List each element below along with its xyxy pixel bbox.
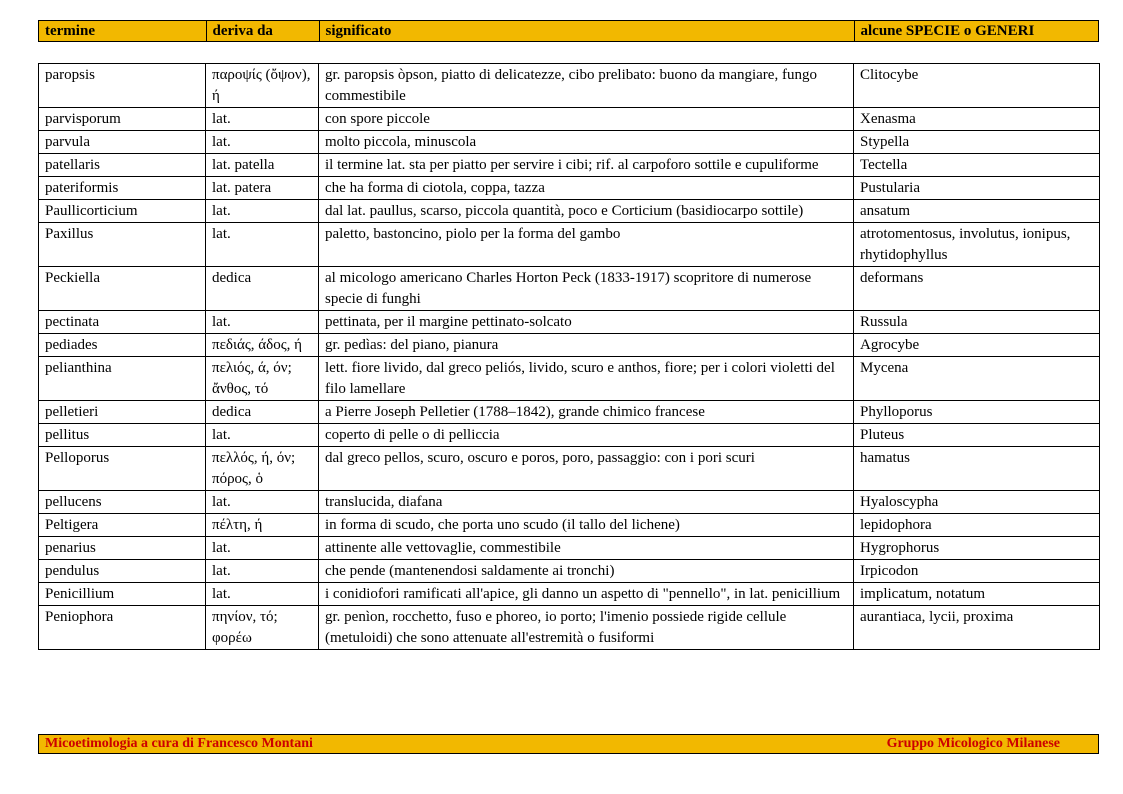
cell-deriva-da: lat. xyxy=(206,131,319,154)
table-row xyxy=(39,200,1100,223)
cell-significato: paletto, bastoncino, piolo per la forma del gambo xyxy=(319,223,854,267)
cell-significato: con spore piccole xyxy=(319,108,854,131)
glossary-table xyxy=(38,63,1100,650)
cell-deriva-da: lat. xyxy=(206,424,319,447)
cell-termine: Penicillium xyxy=(39,583,206,606)
cell-significato: pettinata, per il margine pettinato-solcato xyxy=(319,311,854,334)
cell-deriva-da: πελιός, ά, όν; ἄνθος, τό xyxy=(206,357,319,401)
cell-deriva-da: πηνίον, τό; φορέω xyxy=(206,606,319,650)
cell-deriva-da: lat. xyxy=(206,537,319,560)
footer-group: Gruppo Micologico Milanese xyxy=(886,736,1060,751)
cell-specie: Pluteus xyxy=(854,424,1100,447)
cell-significato: al micologo americano Charles Horton Peck (1833-1917) scopritore di numerose specie di funghi xyxy=(319,267,854,311)
cell-termine: parvula xyxy=(39,131,206,154)
cell-specie: Tectella xyxy=(854,154,1100,177)
cell-deriva-da: lat. patella xyxy=(206,154,319,177)
table-row xyxy=(39,177,1100,200)
cell-specie: Hygrophorus xyxy=(854,537,1100,560)
table-row xyxy=(39,401,1100,424)
cell-termine: pelletieri xyxy=(39,401,206,424)
cell-deriva-da: πεδιάς, άδος, ή xyxy=(206,334,319,357)
cell-significato: il termine lat. sta per piatto per servire i cibi; rif. al carpoforo sottile e cupuliforme xyxy=(319,154,854,177)
cell-termine: Pelloporus xyxy=(39,447,206,491)
table-row xyxy=(39,560,1100,583)
cell-significato: che pende (mantenendosi saldamente ai tronchi) xyxy=(319,560,854,583)
cell-deriva-da: dedica xyxy=(206,401,319,424)
table-row xyxy=(39,131,1100,154)
table-row xyxy=(39,357,1100,401)
cell-significato: gr. pedìas: del piano, pianura xyxy=(319,334,854,357)
table-row xyxy=(39,108,1100,131)
cell-deriva-da: lat. xyxy=(206,491,319,514)
cell-termine: paropsis xyxy=(39,64,206,108)
cell-termine: pateriformis xyxy=(39,177,206,200)
cell-termine: Peckiella xyxy=(39,267,206,311)
cell-termine: patellaris xyxy=(39,154,206,177)
cell-specie: Mycena xyxy=(854,357,1100,401)
table-row xyxy=(39,606,1100,650)
table-row xyxy=(39,424,1100,447)
cell-termine: pendulus xyxy=(39,560,206,583)
cell-deriva-da: πέλτη, ή xyxy=(206,514,319,537)
header-termine: termine xyxy=(39,21,206,41)
cell-deriva-da: lat. xyxy=(206,223,319,267)
cell-significato: i conidiofori ramificati all'apice, gli danno un aspetto di "pennello", in lat. penicillium xyxy=(319,583,854,606)
cell-significato: attinente alle vettovaglie, commestibile xyxy=(319,537,854,560)
header-specie-generi: alcune SPECIE o GENERI xyxy=(860,23,1035,39)
cell-deriva-da: lat. patera xyxy=(206,177,319,200)
cell-significato: che ha forma di ciotola, coppa, tazza xyxy=(319,177,854,200)
table-row xyxy=(39,583,1100,606)
table-row xyxy=(39,537,1100,560)
cell-termine: Paxillus xyxy=(39,223,206,267)
cell-deriva-da: lat. xyxy=(206,108,319,131)
cell-specie: Stypella xyxy=(854,131,1100,154)
cell-termine: pediades xyxy=(39,334,206,357)
cell-termine: Peltigera xyxy=(39,514,206,537)
cell-significato: in forma di scudo, che porta uno scudo (il tallo del lichene) xyxy=(319,514,854,537)
table-header-bar xyxy=(38,20,1099,42)
cell-specie: implicatum, notatum xyxy=(854,583,1100,606)
table-row xyxy=(39,154,1100,177)
cell-termine: pelianthina xyxy=(39,357,206,401)
footer-bar xyxy=(38,734,1099,754)
table-row xyxy=(39,491,1100,514)
cell-specie: lepidophora xyxy=(854,514,1100,537)
cell-deriva-da: παροψίς (ὄψον), ή xyxy=(206,64,319,108)
cell-significato: a Pierre Joseph Pelletier (1788–1842), grande chimico francese xyxy=(319,401,854,424)
cell-deriva-da: lat. xyxy=(206,200,319,223)
cell-specie: Irpicodon xyxy=(854,560,1100,583)
table-row xyxy=(39,334,1100,357)
cell-specie: atrotomentosus, involutus, ionipus, rhytidophyllus xyxy=(854,223,1100,267)
cell-termine: pellitus xyxy=(39,424,206,447)
table-row xyxy=(39,311,1100,334)
cell-termine: pectinata xyxy=(39,311,206,334)
table-row xyxy=(39,223,1100,267)
cell-termine: pellucens xyxy=(39,491,206,514)
cell-significato: dal greco pellos, scuro, oscuro e poros, poro, passaggio: con i pori scuri xyxy=(319,447,854,491)
cell-specie: Agrocybe xyxy=(854,334,1100,357)
table-row xyxy=(39,267,1100,311)
cell-specie: hamatus xyxy=(854,447,1100,491)
cell-significato: gr. penìon, rocchetto, fuso e phoreo, io porto; l'imenio possiede rigide cellule (metuloidi) che sono attenuate all'estremità o fusiformi xyxy=(319,606,854,650)
cell-specie: aurantiaca, lycii, proxima xyxy=(854,606,1100,650)
cell-specie: Clitocybe xyxy=(854,64,1100,108)
table-row xyxy=(39,64,1100,108)
cell-significato: coperto di pelle o di pelliccia xyxy=(319,424,854,447)
cell-termine: Paullicorticium xyxy=(39,200,206,223)
cell-termine: penarius xyxy=(39,537,206,560)
cell-termine: Peniophora xyxy=(39,606,206,650)
cell-specie: Russula xyxy=(854,311,1100,334)
cell-deriva-da: lat. xyxy=(206,311,319,334)
cell-significato: gr. paropsis òpson, piatto di delicatezze, cibo prelibato: buono da mangiare, fungo commestibile xyxy=(319,64,854,108)
header-significato: significato xyxy=(319,21,854,41)
cell-specie: deformans xyxy=(854,267,1100,311)
footer-author: Micoetimologia a cura di Francesco Montani xyxy=(45,736,313,751)
cell-significato: lett. fiore livido, dal greco peliós, livido, scuro e anthos, fiore; per i colori violetti del filo lamellare xyxy=(319,357,854,401)
cell-significato: dal lat. paullus, scarso, piccola quantità, poco e Corticium (basidiocarpo sottile) xyxy=(319,200,854,223)
cell-deriva-da: πελλός, ή, όν; πόρος, ὁ xyxy=(206,447,319,491)
cell-deriva-da: lat. xyxy=(206,583,319,606)
cell-specie: Pustularia xyxy=(854,177,1100,200)
cell-significato: molto piccola, minuscola xyxy=(319,131,854,154)
cell-specie: Hyaloscypha xyxy=(854,491,1100,514)
cell-deriva-da: dedica xyxy=(206,267,319,311)
cell-termine: parvisporum xyxy=(39,108,206,131)
header-table xyxy=(39,21,1100,41)
cell-specie: ansatum xyxy=(854,200,1100,223)
glossary-body xyxy=(39,64,1100,650)
cell-deriva-da: lat. xyxy=(206,560,319,583)
cell-specie: Phylloporus xyxy=(854,401,1100,424)
header-deriva-da: deriva da xyxy=(206,21,319,41)
table-row xyxy=(39,514,1100,537)
cell-specie: Xenasma xyxy=(854,108,1100,131)
table-row xyxy=(39,447,1100,491)
cell-significato: translucida, diafana xyxy=(319,491,854,514)
